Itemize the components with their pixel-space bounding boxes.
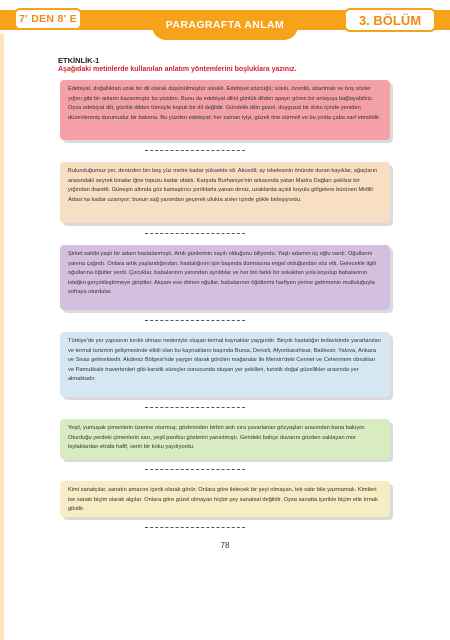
answer-blank-4[interactable]	[145, 407, 245, 408]
answer-blank-1[interactable]	[145, 150, 245, 151]
answer-blank-6[interactable]	[145, 527, 245, 528]
paragraph-box-6	[60, 481, 390, 517]
paragraph-text: Kimi sanatçılar, sanatın amacını içerik olarak görür. Onlara göre iletecek bir şeyi olmayan, tek satır bile yazmamalı. Kimileri ise sanatı biçim olarak algılar. Onlara göre güzel olmayan hiçbir şey sanatsal değildir. Oysa sanatta içerikle biçim etle tırnak gibidir.	[68, 487, 378, 513]
paragraph-box-2	[60, 162, 390, 223]
paragraph-text: Yeşil, yumuşak çimenlerin üzerine oturmuş; gözlerinden birbiri ardı sıra yuvarlanan gözyaşları arasından bana bakıyor. Oturduğu yerdeki çimenlerin sarı, yeşil parıltısı gözlerini yansıtmıştı. Gerideki bahçe duvarını gözden saklayan mor leylaklardan etrafa hafif, serin bir koku yayılıyordu.	[68, 425, 366, 451]
paragraph-text: Bulunduğumuz yer, denizden bin beş yüz metre kadar yüksekte idi. Akcedil; ay iskelesinin önünde duran kayıklar, ağaçların arasındaki seyrek binalar iğne topuzu kadar ufaktı. Karşıda Burhaniye'nin arkasında yatan Madra Dağları şekilsiz bir yığından ibaretti. Güneşin altında göz kamaştırıcı pırıltılarla yanan deniz, uzaklarda açıklı koyulu gölgelere bürünen Midilli Adası'na kadar uzanıyor; bunun sağ yanından geçerek ufukta sisler içinde gökle birleşiyordu.	[68, 168, 378, 203]
answer-blank-3[interactable]	[145, 320, 245, 321]
activity-instruction: Aşağıdaki metinlerde kullanılan anlatım yöntemlerini boşluklara yazınız.	[58, 66, 297, 73]
paragraph-text: Edebiyat, doğallıktan uzak bir dil olarak düşünülmüştür sürekli. Edebiyat sözcüğü; süslü, özentili, abartmalı ve boş sözler yığını gibi bir anlamı kazanmıştır bu yüzden. Bunu da edebiyat dilini günlük dilden apayrı gören bir anlayışa bağlayabiliriz. Oysa edebiyat dili, günlük dilden tümüyle kopuk bir dil değildir. Gündelik dilin güzel, duygusal bir doku içinde yeniden düzenlenmiş durumudur bir bakıma. Bu yüzden edebiyat; her zaman iyiyi, güzeli öne sürmeli ve bu yolda çaba sarf etmelidir.	[68, 86, 381, 121]
section-title: PARAGRAFTA ANLAM	[152, 10, 298, 40]
paragraph-box-1	[60, 80, 390, 140]
page-header	[0, 0, 450, 48]
paragraph-box-3	[60, 245, 390, 310]
chapter-label: 3. BÖLÜM	[344, 8, 436, 32]
answer-blank-2[interactable]	[145, 233, 245, 234]
activity-title: ETKİNLİK-1	[58, 56, 100, 65]
paragraph-text: Şirket sahibi yaşlı bir adam hastalanmıştı. Artık günlerinin sayılı olduğunu biliyordu. Yaşlı adamın üç oğlu vardı. Oğullarını yanına çağırdı. Onlara artık yaşlandığından, hastalığının işin başında durmasına engel olduğundan söz etti. Gelecekle ilgili oğullarına öğütler verdi. Çocuklar, babalarının yanından ayrıldılar ve her biri farklı bir sokaktan yola koyulup babalarının isteğini gerçekleştirmeye giriştiler. Akşam eve dönen oğullar, babalarının öğütlerini harfiyen yerine getirmenin mutluluğuyla sofraya oturdular.	[68, 251, 376, 296]
paragraph-box-4	[60, 332, 390, 397]
page-number: 78	[220, 541, 230, 550]
answer-blank-5[interactable]	[145, 469, 245, 470]
grade-label: 7' DEN 8' E	[14, 8, 82, 30]
paragraph-box-5	[60, 419, 390, 459]
paragraph-text: Türkiye'de yer yapısının kırıklı olması nedeniyle oluşan termal kaynaklar yaygındır. Birçok hastalığın tedavisinde yararlanılan ve termal turizmin gelişmesinde etkili olan bu kaynakların başında Bursa, Denizli, Afyonkarahisar, Balıkesir, Yalova, Ankara ve Sivas gelmektedir. Akdeniz Bölgesi'nde yaygın olarak görülen mağaralar ile Mersin'deki Cennet ve Cehennem obrukları ve Pamukkale travertenleri gibi karstik süreçler sonucunda oluşan yer şekilleri, turistik doğal güzellikler arasında yer almaktadır.	[68, 338, 381, 383]
